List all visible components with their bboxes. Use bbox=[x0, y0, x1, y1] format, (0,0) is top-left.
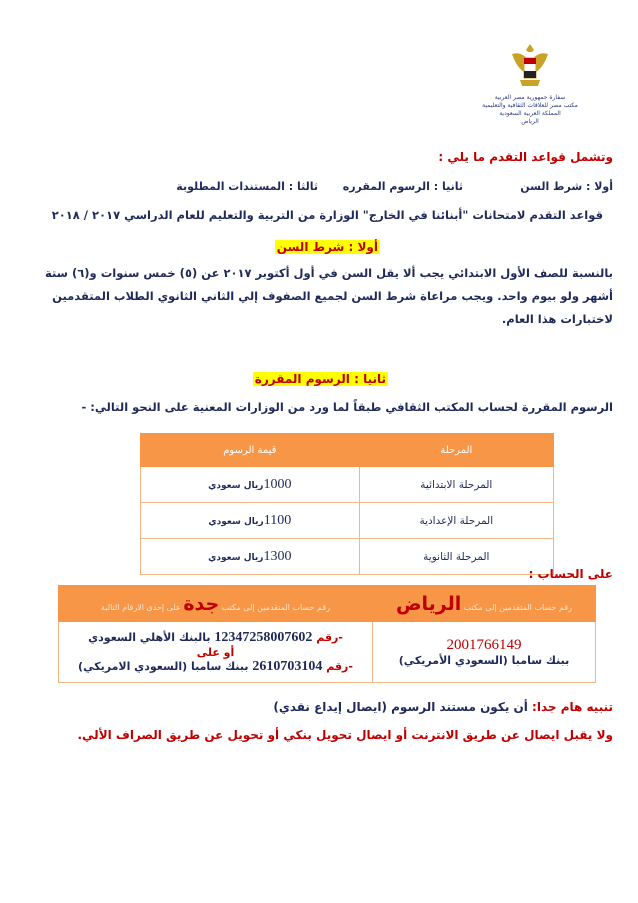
rules-title: قواعد التقدم لامتحانات "أبنائنا في الخارج" الوزارة من التربية والتعليم للعام الدراسي ٢٠١٧ / ٢٠١٨ bbox=[51, 208, 603, 222]
bank-header-row bbox=[59, 586, 596, 622]
fee-currency: ريال سعودي bbox=[208, 516, 264, 527]
jeddah-header bbox=[59, 586, 373, 622]
section-fees-heading: ثانيا : الرسوم المقررة bbox=[254, 372, 386, 386]
embassy-line: سفارة جمهورية مصر العربية bbox=[494, 94, 566, 101]
fee-amount-cell bbox=[141, 539, 360, 575]
fees-header-fee: قيمة الرسوم bbox=[141, 434, 360, 467]
bank-accounts-table bbox=[58, 585, 596, 683]
riyadh-city: الرياض bbox=[395, 592, 462, 615]
fees-header-row bbox=[141, 434, 554, 467]
fees-header-stage: المرحلة bbox=[359, 434, 553, 467]
riyadh-bank-name: ببنك سامبا (السعودي الأمريكي) bbox=[398, 654, 570, 667]
fees-intro: الرسوم المقررة لحساب المكتب الثقافي طبقاً لما ورد من الوزارات المعنية على النحو التالي: - bbox=[81, 400, 613, 414]
section-age-heading: أولا : شرط السن bbox=[276, 240, 378, 254]
riyadh-header-prefix: رقم حساب المتقدمين إلى مكتب bbox=[463, 602, 573, 612]
riyadh-account-cell bbox=[373, 622, 596, 683]
fee-amount-cell bbox=[141, 503, 360, 539]
jeddah-line-1-number: 12347258007602 bbox=[214, 629, 313, 645]
jeddah-line-2-number: 2610703104 bbox=[252, 658, 323, 674]
warning-key: تنبيه هام جدا: bbox=[532, 700, 613, 714]
toc-first: أولا : شرط السن bbox=[520, 180, 613, 193]
fee-amount: 1000 bbox=[263, 476, 292, 492]
jeddah-line-2-bank: ببنك سامبا (السعودي الامريكي) bbox=[78, 659, 249, 673]
embassy-line: المملكة العربية السعودية bbox=[499, 110, 561, 117]
fee-stage: المرحلة الإعدادية bbox=[359, 503, 553, 539]
riyadh-account-number: 2001766149 bbox=[446, 637, 522, 653]
jeddah-line-2 bbox=[60, 659, 371, 675]
fee-amount: 1300 bbox=[263, 548, 292, 564]
fee-currency: ريال سعودي bbox=[208, 552, 264, 563]
toc-third: ثالثا : المستندات المطلوبة bbox=[176, 180, 318, 193]
table-row bbox=[141, 539, 554, 575]
embassy-line: مكتب مصر للعلاقات الثقافية والتعليمية bbox=[482, 102, 578, 109]
intro-line: وتشمل قواعد التقدم ما يلي : bbox=[438, 150, 613, 164]
embassy-line: الرياض bbox=[521, 118, 539, 125]
jeddah-header-prefix: رقم حساب المتقدمين إلى مكتب bbox=[221, 602, 331, 612]
fee-stage: المرحلة الابتدائية bbox=[359, 467, 553, 503]
table-row bbox=[141, 467, 554, 503]
jeddah-line-2-prefix: -رقم bbox=[326, 659, 353, 673]
fee-stage: المرحلة الثانوية bbox=[359, 539, 553, 575]
account-label: على الحساب : bbox=[528, 567, 613, 581]
warning-value: أن يكون مستند الرسوم (ايصال إيداع نقدي) bbox=[273, 700, 528, 714]
jeddah-line-1-bank: بالبنك الأهلي السعودي bbox=[88, 630, 211, 644]
eagle-emblem-icon bbox=[510, 40, 550, 92]
fees-table bbox=[140, 433, 554, 575]
fee-amount: 1100 bbox=[263, 512, 292, 528]
bank-body-row bbox=[59, 622, 596, 683]
section-age-paragraph: بالنسبة للصف الأول الابتدائي يجب ألا يقل السن في أول أكتوبر ٢٠١٧ عن (٥) خمس سنوات و(٦) ستة أشهر ولو بيوم واحد. ويجب مراعاة شرط السن لجميع الصفوف إلي الثاني الثانوي الطلاب المتقدمين لاختبارات هذا العام. bbox=[45, 266, 613, 326]
riyadh-header bbox=[373, 586, 596, 622]
embassy-letterhead bbox=[470, 94, 590, 126]
jeddah-account-cell bbox=[59, 622, 373, 683]
toc-second: ثانيا : الرسوم المقرره bbox=[342, 180, 463, 193]
jeddah-city: جدة bbox=[183, 592, 220, 615]
jeddah-or: أو على bbox=[196, 645, 235, 659]
jeddah-line-1 bbox=[60, 630, 371, 646]
warning-note: ولا يقبل ايصال عن طريق الانترنت أو ايصال تحويل بنكي أو تحويل عن طريق الصراف الألي. bbox=[77, 728, 613, 742]
jeddah-line-1-prefix: -رقم bbox=[316, 630, 343, 644]
warning-line bbox=[273, 700, 613, 714]
fee-currency: ريال سعودي bbox=[208, 480, 264, 491]
table-row bbox=[141, 503, 554, 539]
jeddah-header-suffix: على إحدى الارقام التالية bbox=[100, 602, 181, 612]
fee-amount-cell bbox=[141, 467, 360, 503]
